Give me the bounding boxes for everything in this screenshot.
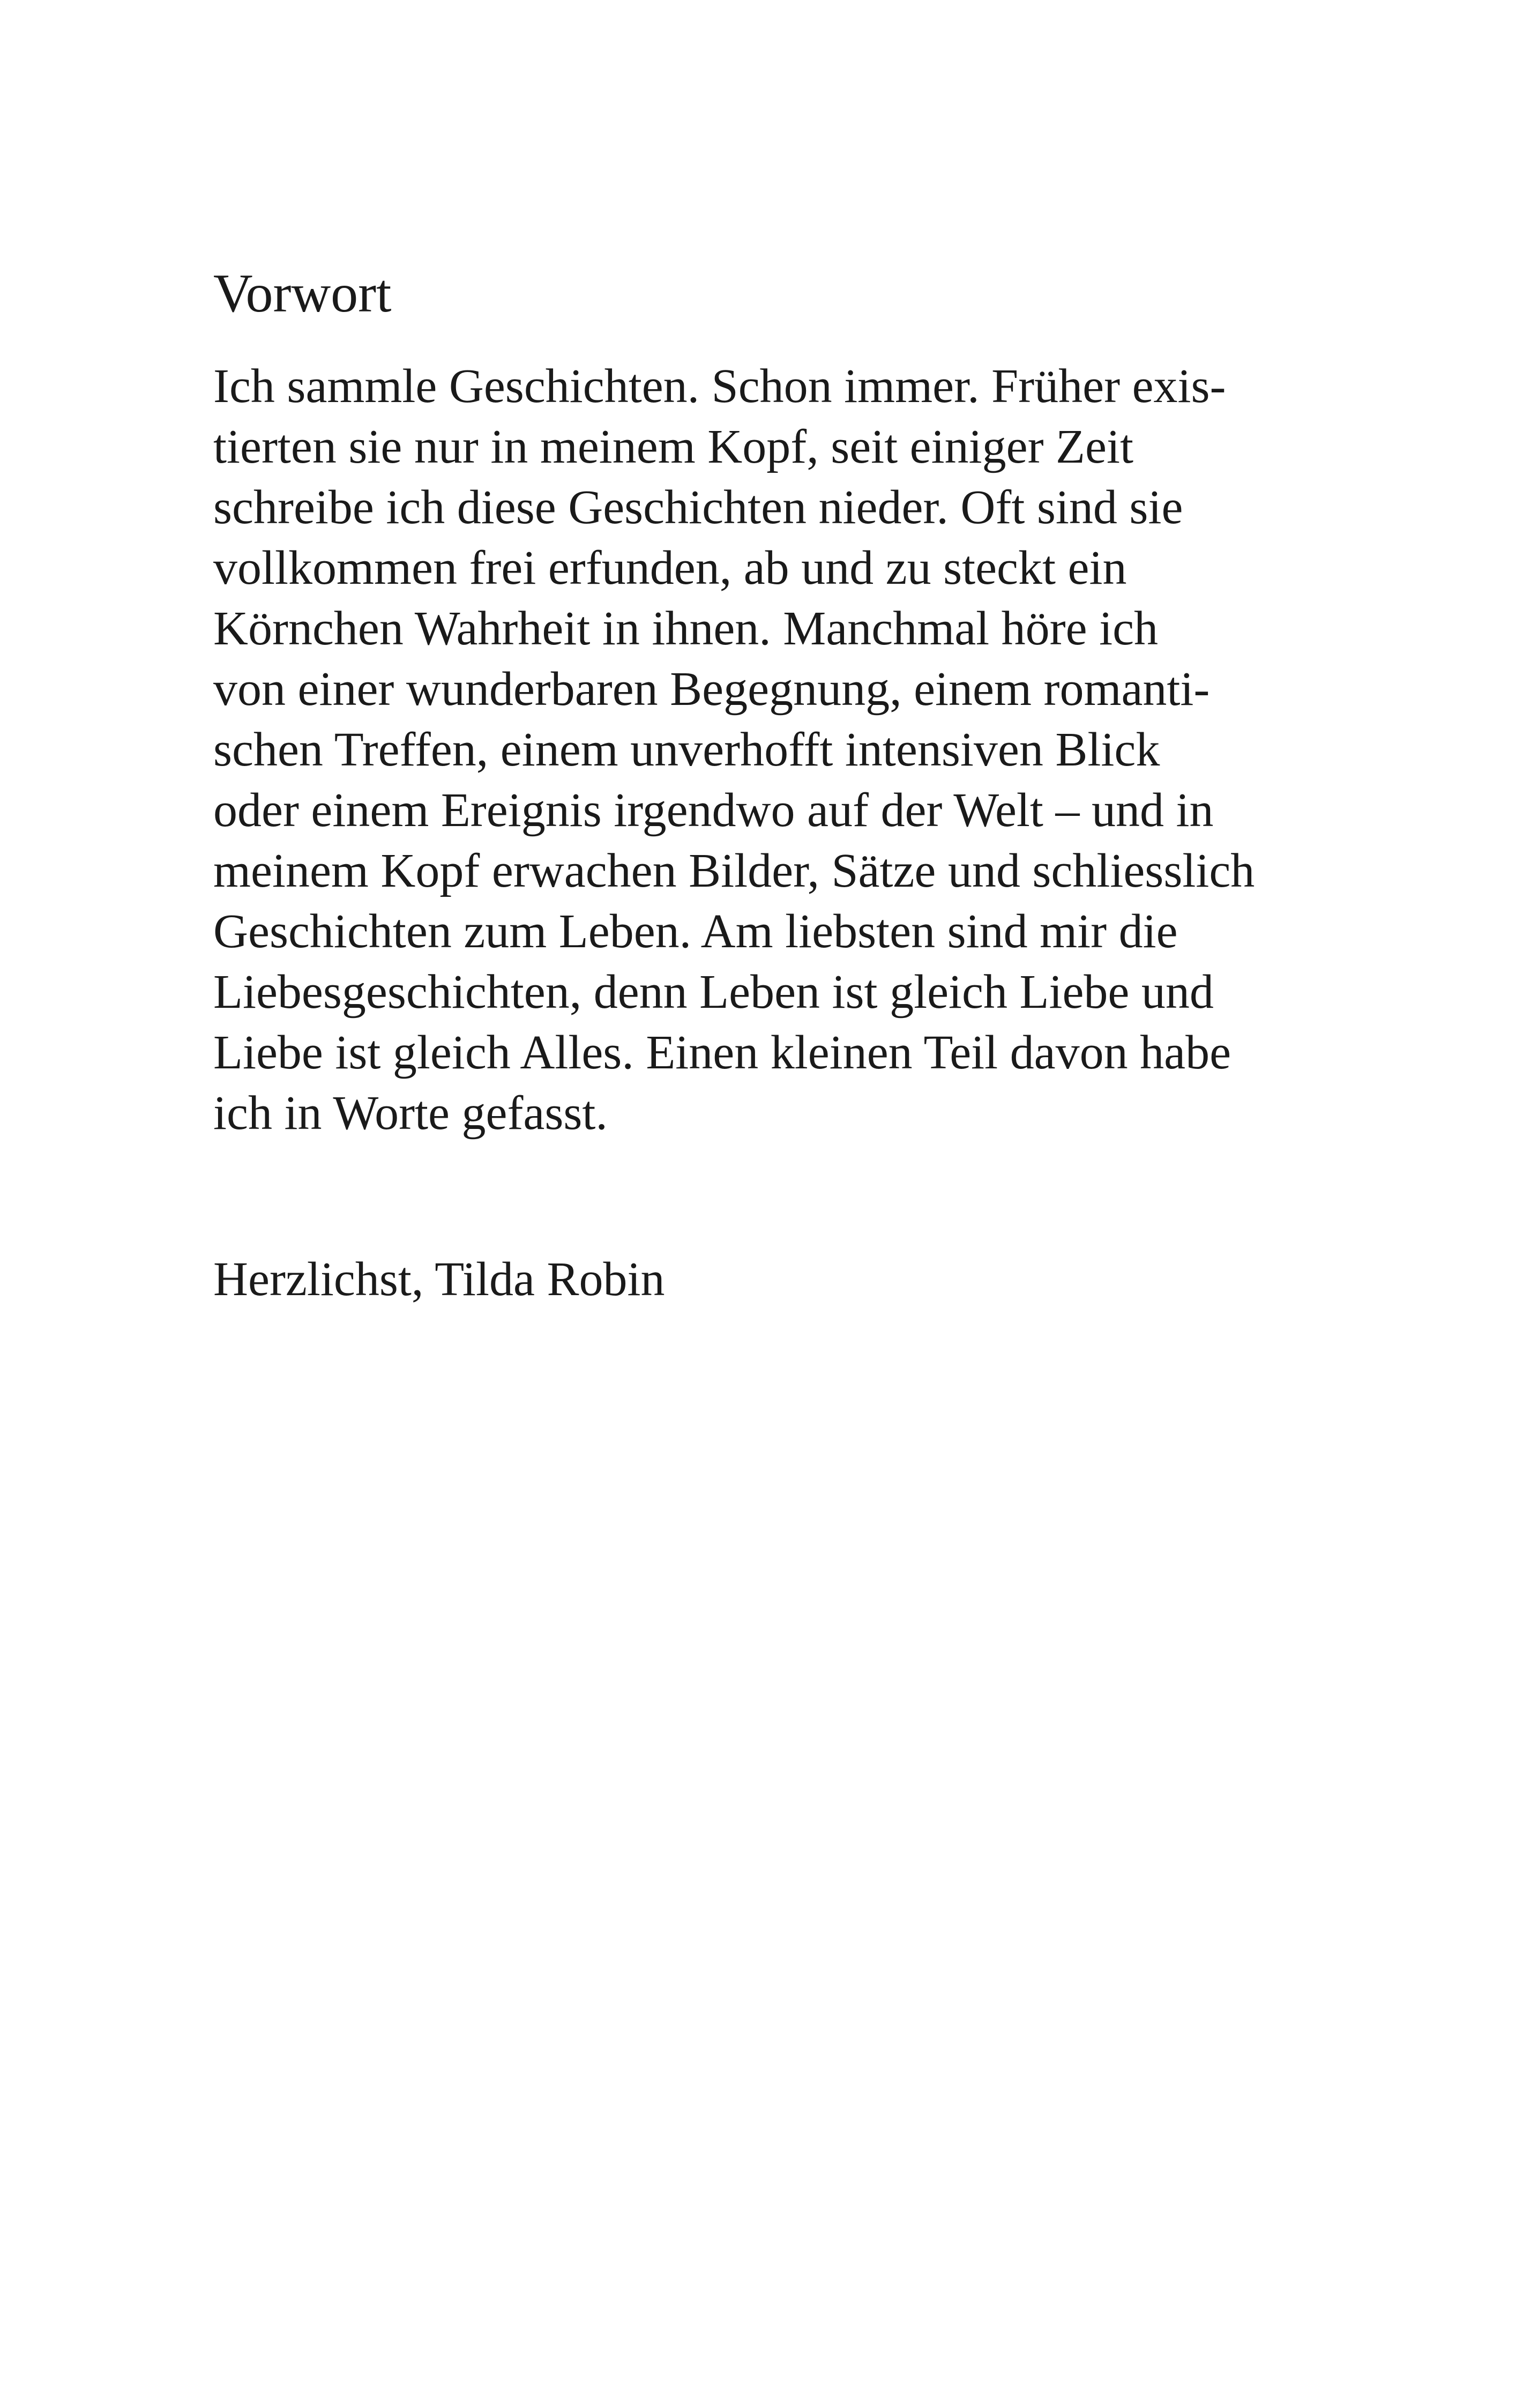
body-line: von einer wunderbaren Begegnung, einem romanti- [213, 663, 1210, 716]
body-line: Ich sammle Geschichten. Schon immer. Früher exis- [213, 360, 1226, 413]
body-line: tierten sie nur in meinem Kopf, seit einiger Zeit [213, 420, 1133, 473]
body-line: schreibe ich diese Geschichten nieder. Oft sind sie [213, 481, 1183, 534]
body-line: Liebe ist gleich Alles. Einen kleinen Teil davon habe [213, 1026, 1231, 1079]
body-line: ich in Worte gefasst. [213, 1087, 608, 1140]
body-line: vollkommen frei erfunden, ab und zu steckt ein [213, 541, 1127, 594]
body-line: oder einem Ereignis irgendwo auf der Welt – und in [213, 784, 1214, 837]
page-title: Vorwort [213, 263, 392, 324]
signature: Herzlichst, Tilda Robin [213, 1253, 665, 1306]
body-line: Geschichten zum Leben. Am liebsten sind mir die [213, 905, 1178, 958]
body-line: Körnchen Wahrheit in ihnen. Manchmal höre ich [213, 602, 1159, 655]
body-line: meinem Kopf erwachen Bilder, Sätze und schliesslich [213, 844, 1255, 897]
body-paragraph [213, 356, 1339, 1143]
body-line: schen Treffen, einem unverhofft intensiven Blick [213, 723, 1160, 776]
body-line: Liebesgeschichten, denn Leben ist gleich Liebe und [213, 965, 1214, 1019]
